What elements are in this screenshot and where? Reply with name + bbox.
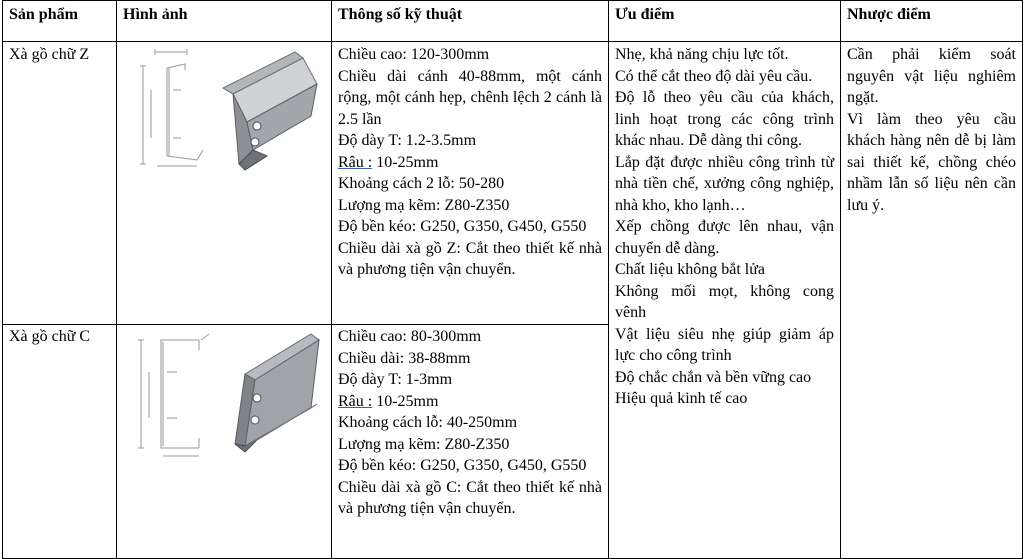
c-purlin-icon [127, 332, 327, 462]
advantages-cell [609, 42, 841, 559]
product-name: Xà gồ chữ C [3, 325, 117, 559]
spec-line-rau [338, 152, 602, 174]
header-specs: Thông số kỹ thuật [332, 1, 609, 42]
header-advantages: Ưu điểm [609, 1, 841, 42]
advantage-item: Độ chắc chắn và bền vững cao [615, 368, 812, 386]
header-row [3, 1, 1023, 42]
spec-line: Độ bền kéo: G250, G350, G450, G550 [338, 218, 587, 235]
advantage-item: Hiệu quả kinh tế cao [615, 390, 748, 407]
spec-line: Độ dày T: 1-3mm [338, 371, 453, 388]
specs-cell [332, 42, 609, 325]
z-purlin-icon [127, 46, 327, 186]
disadvantage-item: Cần phải kiểm soát nguyên vật liệu nghiêm ngặt. [847, 46, 1016, 106]
advantage-item: Lắp đặt được nhiều công trình từ nhà tiền chế, xưởng công nghiệp, nhà kho, kho lạnh… [615, 153, 834, 214]
advantage-item: Không mối mọt, không cong vênh [615, 282, 834, 321]
product-image-cell [117, 42, 332, 325]
spec-line: Khoảng cách lỗ: 40-250mm [338, 414, 518, 431]
header-image: Hình ảnh [117, 1, 332, 42]
rau-value: 10-25mm [376, 153, 439, 171]
spec-line: Độ bền kéo: G250, G350, G450, G550 [338, 457, 587, 474]
product-image-cell [117, 325, 332, 559]
advantage-item: Chất liệu không bắt lửa [615, 261, 765, 278]
table-row [3, 42, 1023, 325]
spec-line: Chiều dài xà gồ Z: Cắt theo thiết kế nhà và phương tiện vận chuyển. [338, 239, 602, 278]
header-product: Sản phẩm [3, 1, 117, 42]
spec-line: Chiều dài xà gồ C: Cắt theo thiết kế nhà và phương tiện vận chuyển. [338, 478, 602, 517]
disadvantage-item: Vì làm theo yêu cầu khách hàng nên dễ bị làm sai thiết kế, chồng chéo nhầm lẫn số liệu nên cần lưu ý. [847, 110, 1016, 214]
disadvantages-cell [841, 42, 1023, 559]
spec-line: Chiều dài: 38-88mm [338, 349, 471, 367]
spec-line: Độ dày T: 1.2-3.5mm [338, 132, 477, 149]
advantage-item: Vật liệu siêu nhẹ giúp giảm áp lực cho công trình [615, 325, 834, 364]
spec-line: Lượng mạ kẽm: Z80-Z350 [338, 196, 510, 214]
spec-line: Lượng mạ kẽm: Z80-Z350 [338, 435, 510, 453]
spec-table [2, 0, 1023, 559]
product-name: Xà gồ chữ Z [3, 42, 117, 325]
spec-line: Chiều dài cánh 40-88mm, một cánh rộng, một cánh hẹp, chênh lệch 2 cánh là 2.5 lần [338, 67, 602, 128]
spec-line-rau [338, 391, 602, 413]
rau-label: Râu : [338, 392, 373, 410]
header-disadvantages: Nhược điểm [841, 1, 1023, 42]
spec-line: Khoảng cách 2 lỗ: 50-280 [338, 175, 505, 192]
advantage-item: Xếp chồng được lên nhau, vận chuyển dễ dàng. [615, 218, 834, 257]
spec-line: Chiều cao: 120-300mm [338, 46, 490, 63]
rau-value: 10-25mm [372, 392, 439, 410]
specs-cell [332, 325, 609, 559]
advantage-item: Độ lỗ theo yêu cầu của khách, linh hoạt trong các công trình khác nhau. Dễ dàng thi công. [615, 89, 834, 149]
advantage-item: Có thể cắt theo độ dài yêu cầu. [615, 67, 813, 85]
advantage-item: Nhẹ, khả năng chịu lực tốt. [615, 46, 789, 63]
spec-line: Chiều cao: 80-300mm [338, 328, 482, 345]
rau-label: Râu : [338, 153, 373, 171]
